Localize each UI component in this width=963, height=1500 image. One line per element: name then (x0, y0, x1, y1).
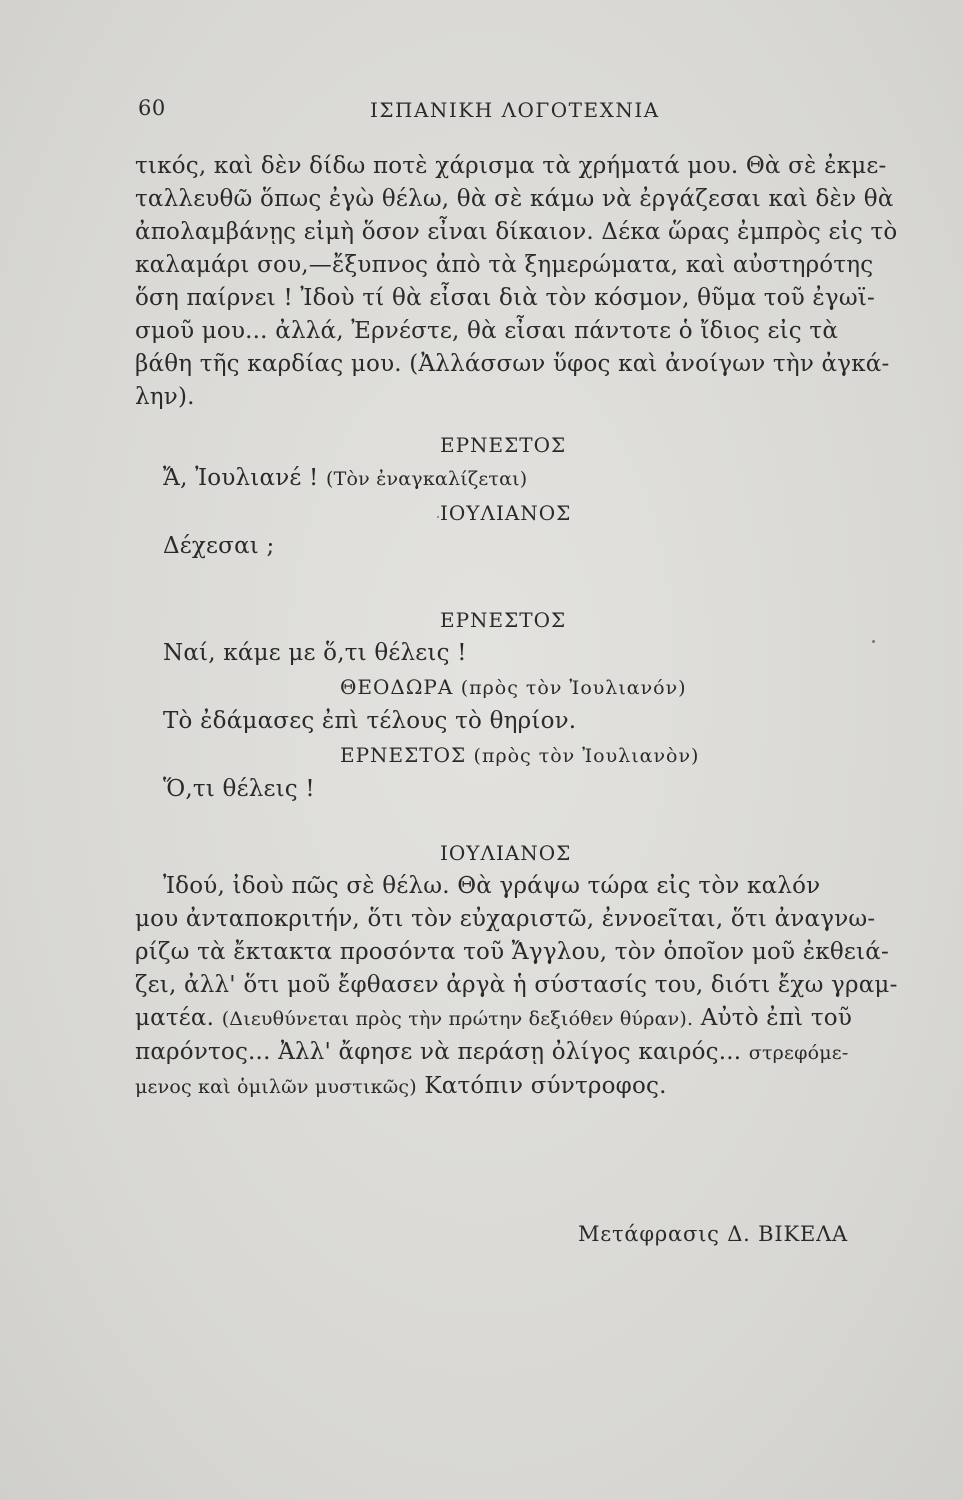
stage-direction: (Διευθύνεται πρὸς τὴν πρώτην δεξιόθεν θύραν). (221, 1008, 694, 1030)
text-line (135, 1036, 905, 1070)
speaker-name: ΕΡΝΕΣΤΟΣ (440, 433, 567, 457)
stage-direction: (πρὸς τὸν Ἰουλιανὸν) (473, 745, 700, 767)
speaker-name: ΙΟΥΛΙΑΝΟΣ (440, 501, 572, 525)
text-span: Κατόπιν σύντροφος. (424, 1073, 667, 1099)
text-line: ζει, ἀλλ' ὅτι μοῦ ἔφθασεν ἀργὰ ἡ σύστασίς του, διότι ἔχω γραμ- (135, 972, 898, 998)
dialogue-text: Ἄ, Ἰουλιανέ ! (163, 465, 319, 491)
text-line: ὅση παίρνει ! Ἰδοὺ τί θὰ εἶσαι διὰ τὸν κόσμον, θῦμα τοῦ ἐγωϊ- (135, 285, 876, 311)
text-line: Ἰδού, ἰδοὺ πῶς σὲ θέλω. Θὰ γράψω τώρα εἰς τὸν καλόν (163, 873, 821, 899)
speaker-name: ΘΕΟΔΩΡΑ (340, 675, 454, 699)
speaker-heading (135, 738, 905, 773)
speaker-name: ΕΡΝΕΣΤΟΣ (440, 608, 567, 632)
dialogue-line: Ναί, κάμε με ὅ,τι θέλεις ! (163, 640, 467, 666)
text-line: ἀπολαμβάνῃς εἰμὴ ὅσον εἶναι δίκαιον. Δέκα ὥρας ἐμπρὸς εἰς τὸ (135, 219, 898, 245)
page-header (130, 96, 910, 130)
speaker-name: ΕΡΝΕΣΤΟΣ (340, 743, 467, 767)
text-line: σμοῦ μου... ἀλλά, Ἐρνέστε, θὰ εἶσαι πάντοτε ὁ ἴδιος εἰς τὰ (135, 318, 839, 344)
text-line (135, 1002, 905, 1036)
speaker-heading (135, 670, 905, 705)
print-speck (872, 640, 875, 643)
text-line: καλαμάρι σου,—ἔξυπνος ἀπὸ τὰ ξημερώματα, καὶ αὐστηρότης (135, 252, 874, 278)
speaker-name: ΙΟΥΛΙΑΝΟΣ (440, 841, 572, 865)
text-line (135, 1070, 905, 1104)
text-span: Αὐτὸ ἐπὶ τοῦ (700, 1005, 853, 1031)
dialogue-line: Ὅ,τι θέλεις ! (163, 776, 315, 802)
page-body (135, 150, 905, 1104)
text-line: λην). (135, 384, 195, 410)
translator-credit: Μετάφρασις Δ. ΒΙΚΕΛΑ (578, 1222, 849, 1246)
page-number: 60 (138, 96, 166, 120)
dialogue-line: Τὸ ἐδάμασες ἐπὶ τέλους τὸ θηρίον. (163, 708, 577, 734)
text-span: ματέα. (135, 1005, 215, 1031)
text-span: παρόντος... Ἀλλ' ἄφησε νὰ περάσῃ ὀλίγος καιρός... (135, 1039, 742, 1065)
stage-direction: (πρὸς τὸν Ἰουλιανόν) (460, 677, 687, 699)
text-line: τικός, καὶ δὲν δίδω ποτὲ χάρισμα τὰ χρήματά μου. Θὰ σὲ ἐκμε- (135, 153, 887, 179)
dialogue-line (135, 462, 905, 496)
text-line: ρίζω τὰ ἔκτακτα προσόντα τοῦ Ἄγγλου, τὸν ὁποῖον μοῦ ἐκθειά- (135, 939, 889, 965)
stage-direction: μενος καὶ ὁμιλῶν μυστικῶς) (135, 1076, 417, 1098)
print-speck (437, 516, 439, 518)
text-line: ταλλευθῶ ὅπως ἐγὼ θέλω, θὰ σὲ κάμω νὰ ἐργάζεσαι καὶ δὲν θὰ (135, 186, 894, 212)
stage-direction: (Τὸν ἐναγκαλίζεται) (326, 468, 528, 490)
dialogue-line: Δέχεσαι ; (163, 533, 275, 559)
stage-direction: στρεφόμε- (748, 1042, 849, 1064)
text-line: βάθη τῆς καρδίας μου. (Ἀλλάσσων ὕφος καὶ ἀνοίγων τὴν ἀγκά- (135, 351, 890, 377)
running-head: ΙΣΠΑΝΙΚΗ ΛΟΓΟΤΕΧΝΙΑ (370, 98, 660, 122)
text-line: μου ἀνταποκριτήν, ὅτι τὸν εὐχαριστῶ, ἐννοεῖται, ὅτι ἀναγνω- (135, 906, 876, 932)
